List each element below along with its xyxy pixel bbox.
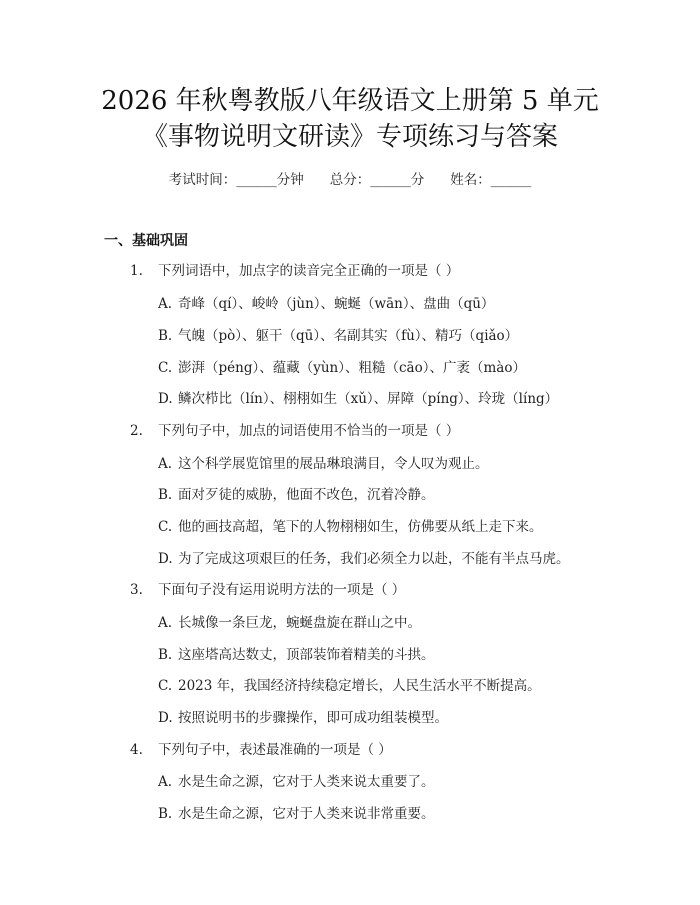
option-letter: A.: [158, 456, 173, 472]
option-text: 他的画技高超，笔下的人物栩栩如生，仿佛要从纸上走下来。: [178, 519, 543, 535]
option-letter: B.: [158, 487, 173, 503]
option-letter: D.: [158, 551, 173, 567]
question-number: 3.: [130, 582, 143, 598]
option-letter: C.: [158, 678, 173, 694]
question-text: 下列句子中，加点的词语使用不恰当的一项是（ ）: [158, 423, 460, 439]
option-text: 水是生命之源，它对于人类来说非常重要。: [178, 806, 435, 822]
option-text: 面对歹徒的威胁，他面不改色，沉着冷静。: [178, 487, 435, 503]
option-text: 澎湃（péng）、蕴藏（yùn）、粗糙（cāo）、广袤（mào）: [178, 360, 526, 376]
total-score-field: 总分：______分: [329, 172, 425, 188]
question-text: 下列词语中，加点字的读音完全正确的一项是（ ）: [158, 263, 460, 279]
option-text: 水是生命之源，它对于人类来说太重要了。: [178, 774, 435, 790]
option-letter: D.: [158, 391, 173, 407]
option-text: 气魄（pò）、躯干（qū）、名副其实（fù）、精巧（qiǎo）: [178, 328, 519, 344]
section-heading: 一、基础巩固: [104, 233, 188, 249]
option-text: 长城像一条巨龙，蜿蜒盘旋在群山之中。: [178, 615, 421, 631]
option-letter: A.: [158, 615, 173, 631]
question-text: 下列句子中，表述最准确的一项是（ ）: [158, 742, 392, 758]
option-letter: C.: [158, 360, 173, 376]
option-text: 这个科学展览馆里的展品琳琅满目，令人叹为观止。: [178, 456, 489, 472]
option-text: 为了完成这项艰巨的任务，我们必须全力以赴，不能有半点马虎。: [178, 551, 570, 567]
option-letter: A.: [158, 774, 173, 790]
option-text: 鳞次栉比（lín）、栩栩如生（xǔ）、屏障（píng）、玲珑（líng）: [178, 391, 559, 407]
option-text: 奇峰（qí）、峻岭（jùn）、蜿蜒（wān）、盘曲（qū）: [178, 296, 495, 312]
option-text: 2023 年，我国经济持续稳定增长，人民生活水平不断提高。: [178, 678, 541, 694]
document-title-line2: 《事物说明文研读》专项练习与答案: [141, 122, 558, 152]
name-field: 姓名：______: [450, 172, 532, 188]
exam-info-row: [0, 168, 700, 188]
exam-time-field: 考试时间：______分钟: [168, 172, 304, 188]
question-number: 4.: [130, 742, 143, 758]
option-text: 按照说明书的步骤操作，即可成功组装模型。: [178, 710, 448, 726]
option-letter: D.: [158, 710, 173, 726]
question-text: 下面句子没有运用说明方法的一项是（ ）: [158, 582, 406, 598]
option-letter: B.: [158, 806, 173, 822]
question-number: 1.: [130, 263, 143, 279]
question-number: 2.: [130, 423, 143, 439]
option-letter: A.: [158, 296, 173, 312]
option-text: 这座塔高达数丈，顶部装饰着精美的斗拱。: [178, 647, 435, 663]
option-letter: C.: [158, 519, 173, 535]
option-letter: B.: [158, 647, 173, 663]
option-letter: B.: [158, 328, 173, 344]
document-title-line1: 2026 年秋粤教版八年级语文上册第 5 单元: [101, 86, 599, 116]
